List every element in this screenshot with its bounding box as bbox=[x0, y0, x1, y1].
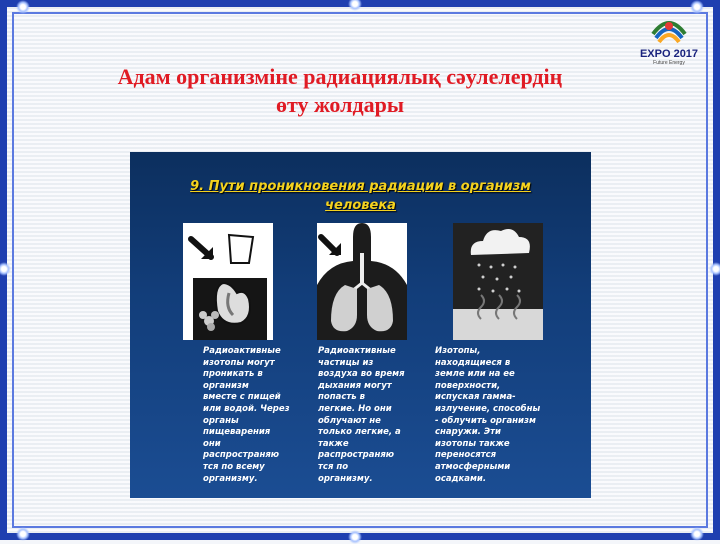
stomach-icon bbox=[183, 223, 273, 340]
sparkle-mid-left bbox=[0, 262, 11, 276]
image-heading bbox=[130, 177, 591, 215]
sparkle-top-center bbox=[348, 0, 362, 11]
radiation-pathways-image bbox=[130, 152, 591, 498]
slide-title-line1: Адам организміне радиациялық сәулелердің bbox=[117, 64, 563, 89]
image-heading-line1: 9. Пути проникновения радиации в организм bbox=[190, 179, 531, 194]
expo-logo bbox=[634, 14, 704, 76]
image-heading-line2: человека bbox=[325, 198, 396, 213]
sparkle-top-left bbox=[16, 0, 30, 14]
external-pathway-description: Изотопы, находящиеся в земле или на ее поверхности, испуская гамма- излучение, способны - облучить организм снаружи. Эти изотопы также переносятся атмосферными осадками. bbox=[435, 346, 541, 484]
logo-subtitle: Future Energy bbox=[653, 60, 685, 66]
lungs-icon bbox=[317, 223, 407, 340]
sparkle-bottom-right bbox=[690, 527, 704, 541]
breathing-pathway-picture bbox=[317, 223, 407, 340]
breathing-pathway-description: Радиоактивные частицы из воздуха во время дыхания могут попасть в легкие. Но они облучают не только легкие, а также распространяю тся по организму. bbox=[318, 346, 405, 484]
food-pathway-picture bbox=[183, 223, 273, 340]
sparkle-mid-right bbox=[709, 262, 720, 276]
expo-emblem-icon bbox=[648, 14, 690, 48]
food-pathway-description: Радиоактивные изотопы могут проникать в организм вместе с пищей или водой. Через органы пищеварения они распространяю тся по всему организму. bbox=[203, 346, 290, 484]
sparkle-bottom-left bbox=[16, 527, 30, 541]
external-pathway-picture bbox=[453, 223, 543, 340]
sparkle-bottom-center bbox=[348, 530, 362, 544]
slide-title bbox=[60, 63, 620, 119]
logo-title: EXPO 2017 bbox=[639, 48, 699, 60]
sparkle-top-right bbox=[690, 0, 704, 14]
slide-title-line2: өту жолдары bbox=[275, 92, 404, 117]
cloud-icon bbox=[453, 223, 543, 340]
